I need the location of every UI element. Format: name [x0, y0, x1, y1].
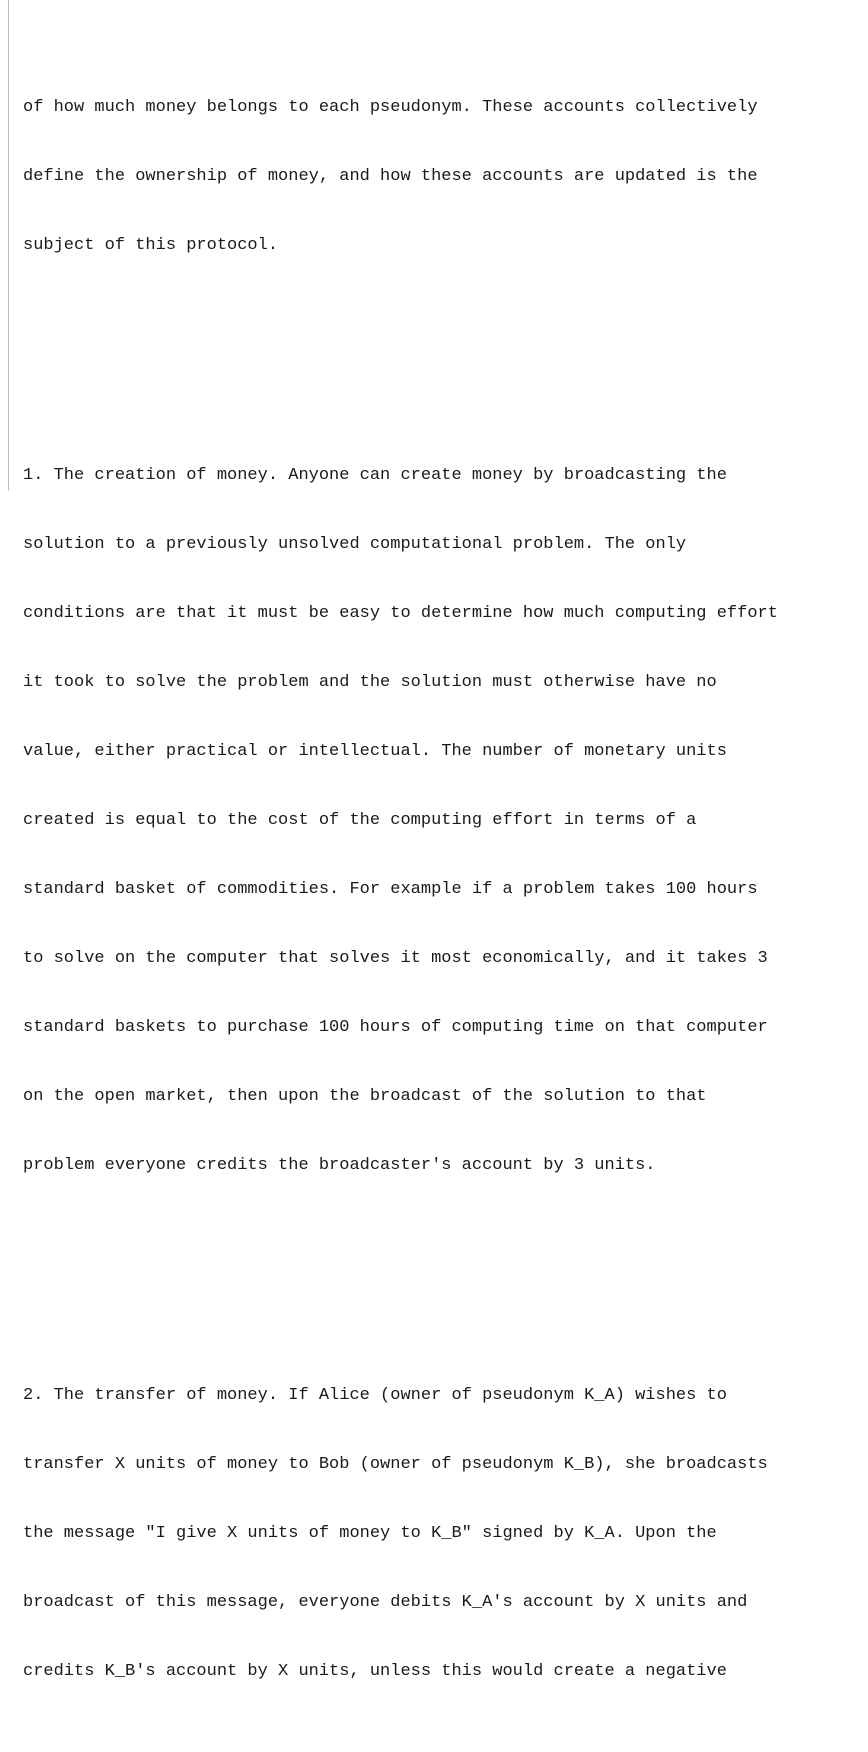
- text-line: to solve on the computer that solves it most economically, and it takes 3: [23, 949, 768, 968]
- text-line: created is equal to the cost of the computing effort in terms of a: [23, 811, 697, 830]
- text-line: value, either practical or intellectual. The number of monetary units: [23, 742, 727, 761]
- paragraph-intro: [23, 50, 863, 303]
- text-line: the message "I give X units of money to K_B" signed by K_A. Upon the: [23, 1524, 717, 1543]
- text-line: subject of this protocol.: [23, 236, 279, 255]
- paragraph-transfer-of-money: [23, 1338, 863, 1729]
- text-line: standard baskets to purchase 100 hours of computing time on that computer: [23, 1018, 768, 1037]
- text-line: problem everyone credits the broadcaster's account by 3 units.: [23, 1156, 656, 1175]
- text-line: credits K_B's account by X units, unless this would create a negative: [23, 1662, 727, 1681]
- text-line: 1. The creation of money. Anyone can create money by broadcasting the: [23, 466, 727, 485]
- text-line: on the open market, then upon the broadcast of the solution to that: [23, 1087, 707, 1106]
- paragraph-spacer: [23, 349, 863, 372]
- paragraph-spacer: [23, 1269, 863, 1292]
- text-line: transfer X units of money to Bob (owner of pseudonym K_B), she broadcasts: [23, 1455, 768, 1474]
- text-line: standard basket of commodities. For example if a problem takes 100 hours: [23, 880, 758, 899]
- text-line: solution to a previously unsolved computational problem. The only: [23, 535, 687, 554]
- left-margin-rule: [8, 0, 9, 491]
- paragraph-creation-of-money: [23, 418, 863, 1223]
- text-line: conditions are that it must be easy to determine how much computing effort: [23, 604, 778, 623]
- document-text: [23, 4, 863, 1752]
- text-line: it took to solve the problem and the solution must otherwise have no: [23, 673, 717, 692]
- text-line: broadcast of this message, everyone debits K_A's account by X units and: [23, 1593, 748, 1612]
- text-line: 2. The transfer of money. If Alice (owner of pseudonym K_A) wishes to: [23, 1386, 727, 1405]
- text-line: define the ownership of money, and how these accounts are updated is the: [23, 167, 758, 186]
- text-line: of how much money belongs to each pseudonym. These accounts collectively: [23, 98, 758, 117]
